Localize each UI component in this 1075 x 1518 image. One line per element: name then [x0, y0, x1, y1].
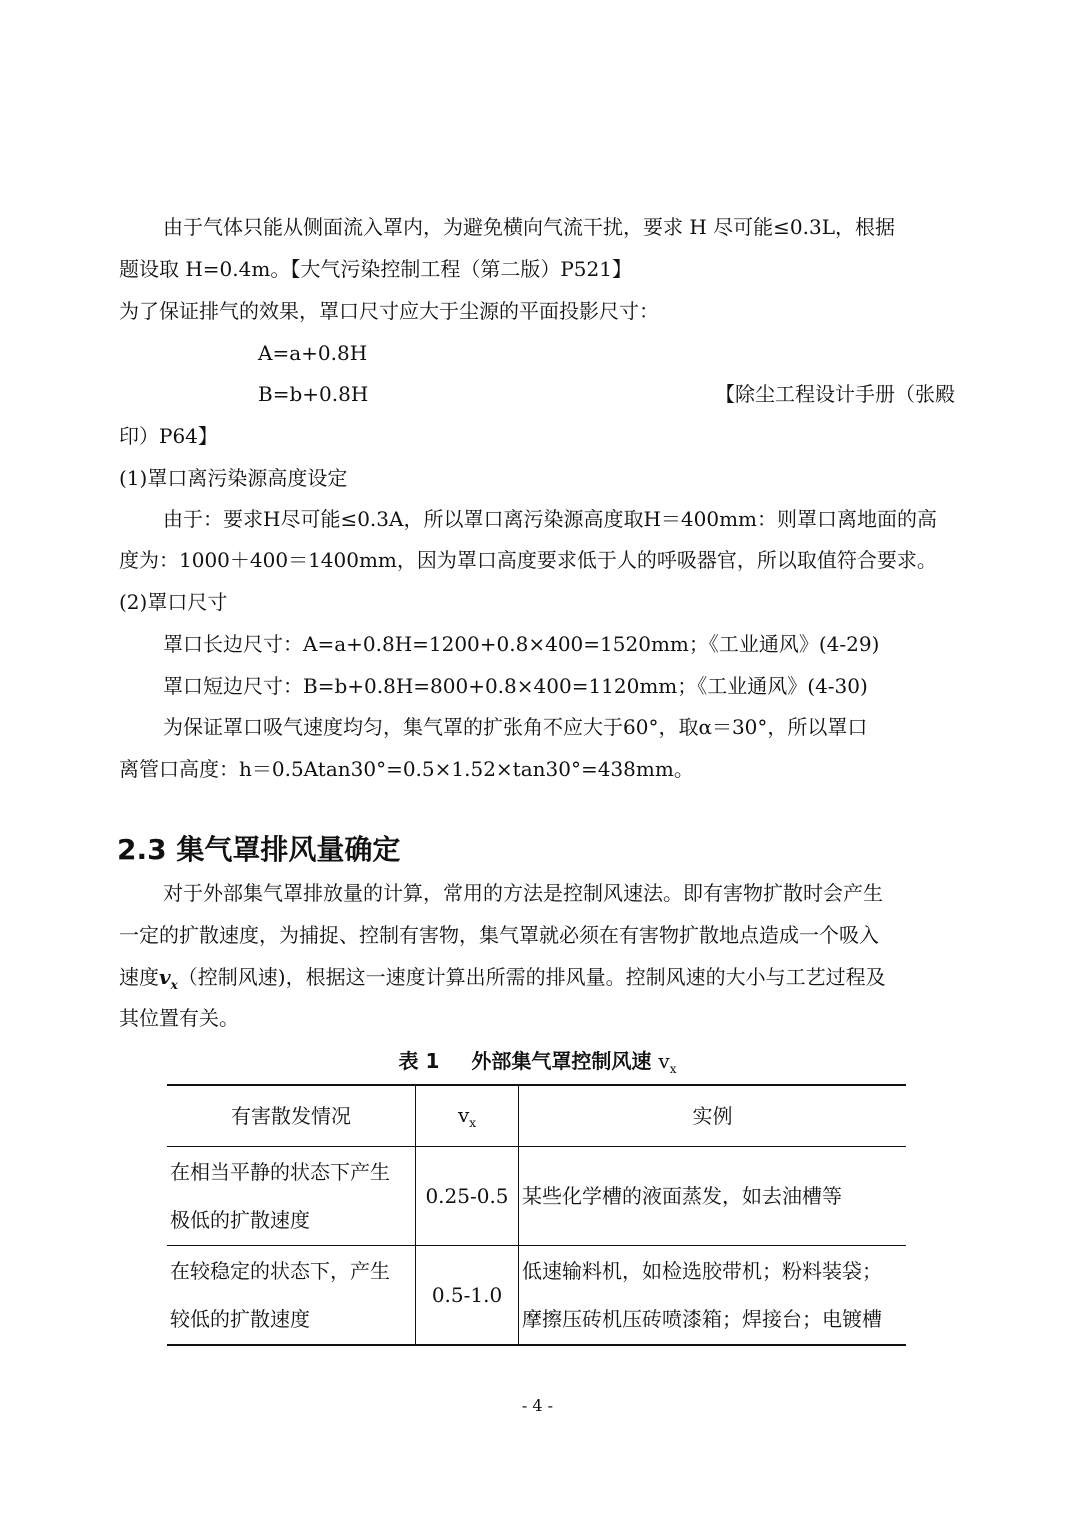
text-segment: （控制风速)，根据这一速度计算出所需的排风量。控制风速的大小与工艺过程及 — [177, 965, 886, 989]
symbol-subscript: x — [669, 1062, 677, 1076]
item-title: (1)罩口离污染源高度设定 — [119, 466, 348, 490]
table-header-row — [167, 1085, 906, 1147]
cell-line: 较低的扩散速度 — [170, 1307, 310, 1331]
cell-vx: 0.25-0.5 — [416, 1147, 519, 1246]
header-example: 实例 — [519, 1085, 907, 1147]
paragraph-line: 为了保证排气的效果，罩口尺寸应大于尘源的平面投影尺寸： — [119, 299, 659, 323]
paragraph-line: 离管口高度：h＝0.5Atan30°=0.5×1.52×tan30°=438mm。 — [119, 757, 694, 781]
symbol-letter: v — [457, 1102, 470, 1127]
text-segment: 速度 — [119, 965, 159, 989]
control-velocity-table — [167, 1084, 906, 1346]
paragraph-line: 为保证罩口吸气速度均匀，集气罩的扩张角不应大于60°，取α＝30°，所以罩口 — [163, 715, 868, 739]
cell-line: 低速输料机，如检选胶带机；粉料装袋； — [522, 1259, 882, 1283]
reference-citation: 【除尘工程设计手册（张殿 — [715, 382, 955, 406]
cell-line: 摩擦压砖机压砖喷漆箱；焊接台；电镀槽 — [522, 1307, 882, 1331]
paragraph-line: 对于外部集气罩排放量的计算，常用的方法是控制风速法。即有害物扩散时会产生 — [163, 881, 883, 905]
cell-example — [519, 1147, 907, 1246]
cell-example — [519, 1246, 907, 1346]
velocity-symbol — [159, 965, 178, 992]
paragraph-line: 由于：要求H尽可能≤0.3A，所以罩口离污染源高度取H＝400mm：则罩口离地面的高 — [163, 507, 937, 531]
velocity-symbol-subscript: x — [170, 978, 178, 992]
cell-situation — [167, 1147, 416, 1246]
cell-line: 在较稳定的状态下，产生 — [170, 1259, 390, 1283]
formula-b: B=b+0.8H — [258, 382, 369, 406]
velocity-symbol-letter: v — [159, 965, 171, 989]
item-title: (2)罩口尺寸 — [119, 590, 228, 614]
page-number: - 4 - — [521, 1396, 554, 1415]
paragraph-line: 罩口短边尺寸：B=b+0.8H=800+0.8×400=1120mm；《工业通风》(4-30) — [163, 674, 868, 698]
cell-line: 极低的扩散速度 — [170, 1208, 310, 1232]
table-caption — [0, 1048, 1075, 1082]
paragraph-line: 其位置有关。 — [119, 1006, 239, 1030]
cell-vx: 0.5-1.0 — [416, 1246, 519, 1346]
table-row — [167, 1246, 906, 1346]
section-heading: 2.3 集气罩排风量确定 — [117, 833, 401, 866]
table-caption-number: 表 1 — [398, 1049, 440, 1073]
reference-continuation: 印）P64】 — [119, 424, 218, 448]
paragraph-line: 度为：1000＋400＝1400mm，因为罩口高度要求低于人的呼吸器官，所以取值符合要求。 — [119, 548, 937, 572]
table-caption-text: 外部集气罩控制风速 — [471, 1049, 652, 1073]
paragraph-line — [119, 965, 886, 997]
table-row — [167, 1147, 906, 1246]
paragraph-line: 一定的扩散速度，为捕捉、控制有害物，集气罩就必须在有害物扩散地点造成一个吸入 — [119, 923, 879, 947]
table-caption-symbol — [658, 1049, 677, 1076]
header-vx — [416, 1085, 519, 1147]
cell-line: 某些化学槽的液面蒸发，如去油槽等 — [522, 1184, 842, 1208]
cell-situation — [167, 1246, 416, 1346]
symbol-subscript: x — [469, 1115, 477, 1130]
paragraph-line: 罩口长边尺寸：A=a+0.8H=1200+0.8×400=1520mm；《工业通风》(4-29) — [163, 632, 880, 656]
paragraph-line: 由于气体只能从侧面流入罩内，为避免横向气流干扰，要求 H 尽可能≤0.3L，根据 — [163, 215, 896, 239]
cell-line: 在相当平静的状态下产生 — [170, 1160, 390, 1184]
paragraph-line: 题设取 H=0.4m。【大气污染控制工程（第二版）P521】 — [119, 257, 632, 281]
header-situation: 有害散发情况 — [167, 1085, 416, 1147]
formula-a: A=a+0.8H — [258, 341, 368, 365]
symbol-letter: v — [658, 1049, 670, 1073]
